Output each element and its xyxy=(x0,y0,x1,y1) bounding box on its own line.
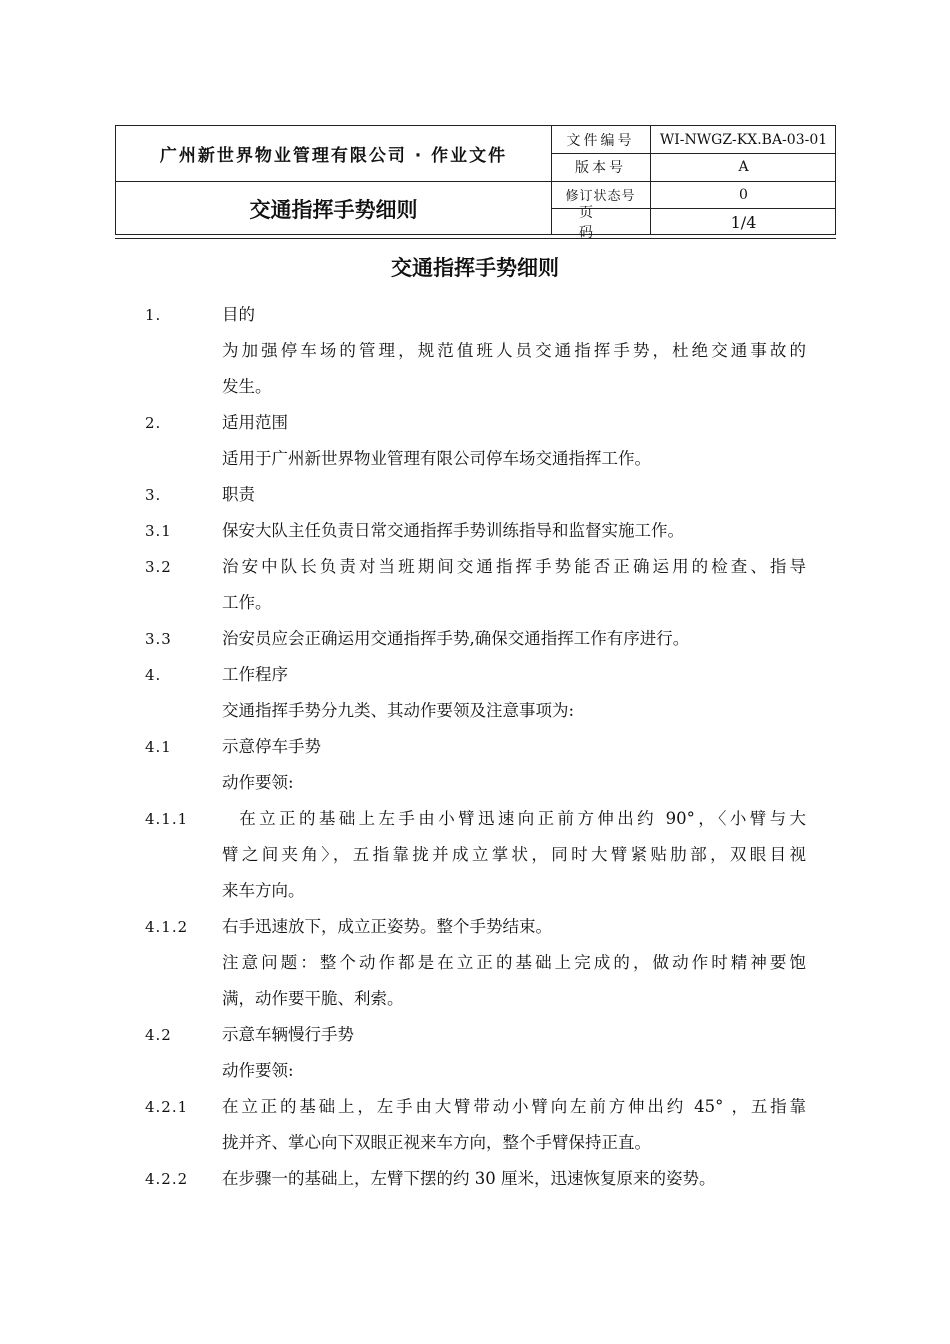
body-line: 职责 xyxy=(222,485,255,504)
body-line: 工作程序 xyxy=(222,665,288,684)
body-line: 在步骤一的基础上，左臂下摆的约 30 厘米，迅速恢复原来的姿势。 xyxy=(222,1169,716,1188)
body-line: 保安大队主任负责日常交通指挥手势训练指导和监督实施工作。 xyxy=(222,521,684,540)
section-number: 4.2.1 xyxy=(145,1098,189,1116)
body-line: 在立正的基础上左手由小臂迅速向正前方伸出约 90°，〈小臂与大 xyxy=(222,809,806,828)
section-number: 4.1 xyxy=(145,738,172,756)
body-line: 动作要领: xyxy=(222,773,294,792)
section-number: 4.1.2 xyxy=(145,918,189,936)
body-line: 动作要领: xyxy=(222,1061,294,1080)
field-label-version: 版本号 xyxy=(575,160,626,176)
section-number: 3.1 xyxy=(145,522,172,540)
field-value-version: A xyxy=(738,159,749,175)
body-line: 目的 xyxy=(222,305,255,324)
body-line: 在立正的基础上，左手由大臂带动小臂向左前方伸出约 45° ，五指靠 xyxy=(222,1097,806,1116)
header-table xyxy=(115,125,836,241)
section-number: 4.1.1 xyxy=(145,810,189,828)
body-line: 右手迅速放下，成立正姿势。整个手势结束。 xyxy=(222,917,552,936)
body-line: 注意问题：整个动作都是在立正的基础上完成的，做动作时精神要饱 xyxy=(222,953,806,972)
body-line: 示意停车手势 xyxy=(222,737,321,756)
body-line: 治安员应会正确运用交通指挥手势,确保交通指挥工作有序进行。 xyxy=(222,629,690,648)
company-name: 广州新世界物业管理有限公司 · 作业文件 xyxy=(159,146,508,166)
field-value-revision: 0 xyxy=(739,186,748,203)
body-line: 臂之间夹角〉，五指靠拢并成立掌状，同时大臂紧贴肋部，双眼目视 xyxy=(222,845,806,864)
section-number: 3.3 xyxy=(145,630,172,648)
body-line: 治安中队长负责对当班期间交通指挥手势能否正确运用的检查、指导 xyxy=(222,557,806,576)
section-number: 1. xyxy=(145,306,162,324)
body-line: 发生。 xyxy=(222,377,272,396)
body-line: 来车方向。 xyxy=(222,881,305,900)
body-line: 拢并齐、掌心向下双眼正视来车方向，整个手臂保持正直。 xyxy=(222,1133,651,1152)
body-line: 工作。 xyxy=(222,593,272,612)
section-number: 3.2 xyxy=(145,558,172,576)
section-number: 2. xyxy=(145,414,162,432)
header-doc-title: 交通指挥手势细则 xyxy=(249,197,418,222)
field-value-doc-number: WI-NWGZ-KX.BA-03-01 xyxy=(659,131,828,148)
body-line: 示意车辆慢行手势 xyxy=(222,1025,354,1044)
section-number: 3. xyxy=(145,486,162,504)
body-line: 交通指挥手势分九类、其动作要领及注意事项为: xyxy=(222,701,575,720)
section-number: 4. xyxy=(145,666,162,684)
section-number: 4.2.2 xyxy=(145,1170,189,1188)
header-underline xyxy=(115,238,836,239)
field-label-revision: 修订状态号 xyxy=(565,189,636,204)
field-value-page: 1/4 xyxy=(730,212,757,232)
body-line: 满，动作要干脆、利索。 xyxy=(222,989,404,1008)
body-line: 适用范围 xyxy=(222,413,288,432)
field-label-doc-number: 文件编号 xyxy=(566,132,635,149)
field-label-page: 页码 xyxy=(579,205,621,241)
section-number: 4.2 xyxy=(145,1026,172,1044)
body-line: 为加强停车场的管理，规范值班人员交通指挥手势，杜绝交通事故的 xyxy=(222,341,806,360)
page-title: 交通指挥手势细则 xyxy=(391,256,559,280)
body-line: 适用于广州新世界物业管理有限公司停车场交通指挥工作。 xyxy=(222,449,651,468)
